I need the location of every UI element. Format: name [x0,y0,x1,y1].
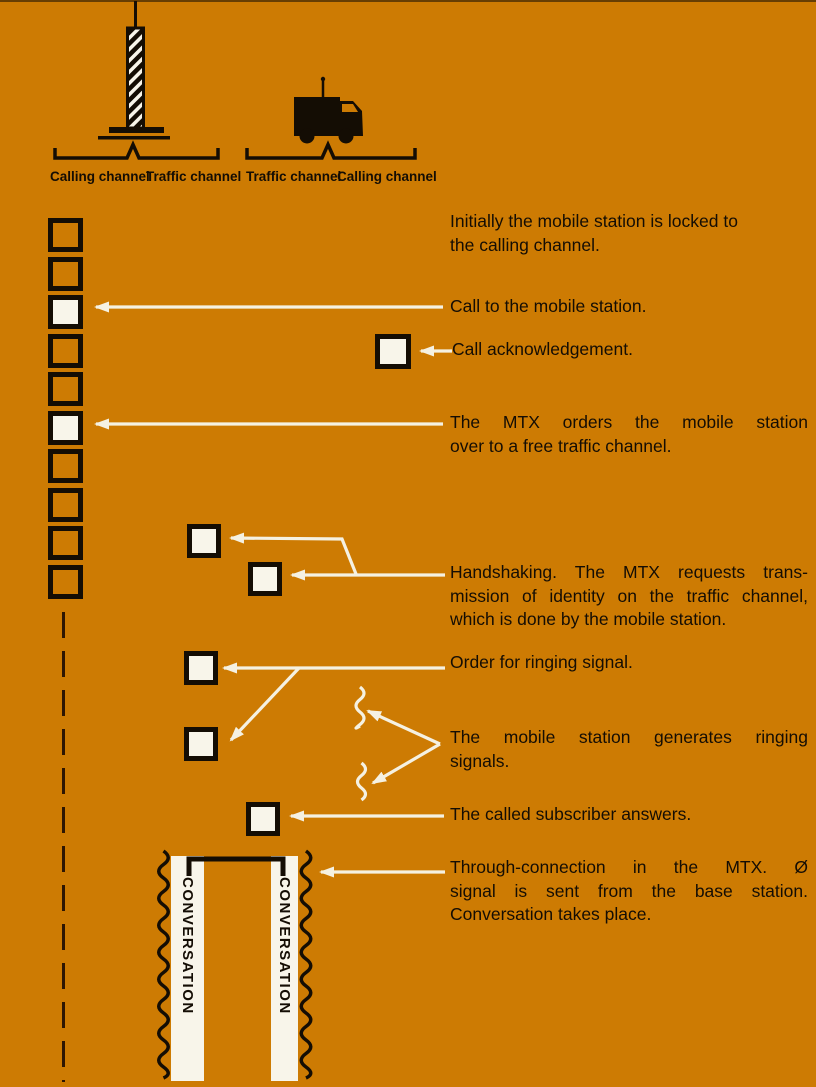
conversation-label-left: CONVERSATION [179,877,196,1015]
radio-tower-icon [98,1,170,140]
annotation-line: over to a free traffic channel. [450,435,672,456]
truck-antenna-tip [321,77,325,81]
annotation-line: Handshaking. The MTX requests trans- [450,562,808,582]
annotation-line: Initially the mobile station is locked to [450,211,738,231]
base-station-left-channel-label: Calling channel [50,169,150,184]
tower-base [109,127,164,133]
annotation-line: Call acknowledgement. [452,339,633,359]
arrow-ringing-order-branch [231,668,299,740]
annotation-line: Order for ringing signal. [450,652,633,672]
annotation-ringing-gen [450,726,808,773]
annotation-locked [450,210,808,257]
annotation-mtx-orders [450,411,808,458]
handshake-square-base [187,524,221,558]
annotation-line: which is done by the mobile station. [450,609,727,629]
truck-front-wheel [339,129,354,144]
ringing-squiggle-bottom-icon [358,763,366,800]
annotation-call [450,295,808,319]
annotation-line: signals. [450,750,510,771]
base-station-bracket [55,145,218,159]
tower-ground-line [98,136,170,140]
handshake-square-mobile [248,562,282,596]
annotation-handshake [450,561,808,632]
annotation-line: The MTX orders the mobile station [450,412,808,432]
mobile-station-right-channel-label: Calling channel [337,169,437,184]
annotation-line: the calling channel. [450,234,600,255]
annotation-line: Through-connection in the MTX. Ø [450,857,808,877]
annotation-line: mission of identity on the traffic channel, [450,585,808,606]
annotation-answer [450,803,808,827]
annotation-line: Conversation takes place. [450,904,652,924]
conversation-label-right: CONVERSATION [276,877,293,1015]
arrow-ringing-signal-upper [368,711,440,744]
annotation-through [450,856,808,927]
annotation-ack [452,338,810,362]
ringing-squiggle-top-icon [356,687,364,728]
base-station-right-channel-label: Traffic channel [146,169,242,184]
zigzag-right-icon [301,851,311,1078]
annotation-line: signal is sent from the base station. [450,880,808,901]
arrow-ringing-signal-lower [373,744,440,783]
annotation-line: The mobile station generates ringing [450,727,808,747]
answer-square [246,802,280,836]
ringing-order-square [184,651,218,685]
annotation-ringing-order [450,651,808,675]
conversation-staple [189,859,283,876]
mobile-station-left-channel-label: Traffic channel [246,169,342,184]
call-ack-square [375,334,411,369]
mobile-station-bracket [247,145,415,159]
annotation-line: The called subscriber answers. [450,804,692,824]
truck-rear-wheel [300,129,315,144]
annotation-line: Call to the mobile station. [450,296,647,316]
zigzag-left-icon [159,851,169,1078]
truck-icon [294,77,363,144]
scan-edge [0,0,816,2]
ringing-gen-square [184,727,218,761]
tower-mast [128,28,144,128]
